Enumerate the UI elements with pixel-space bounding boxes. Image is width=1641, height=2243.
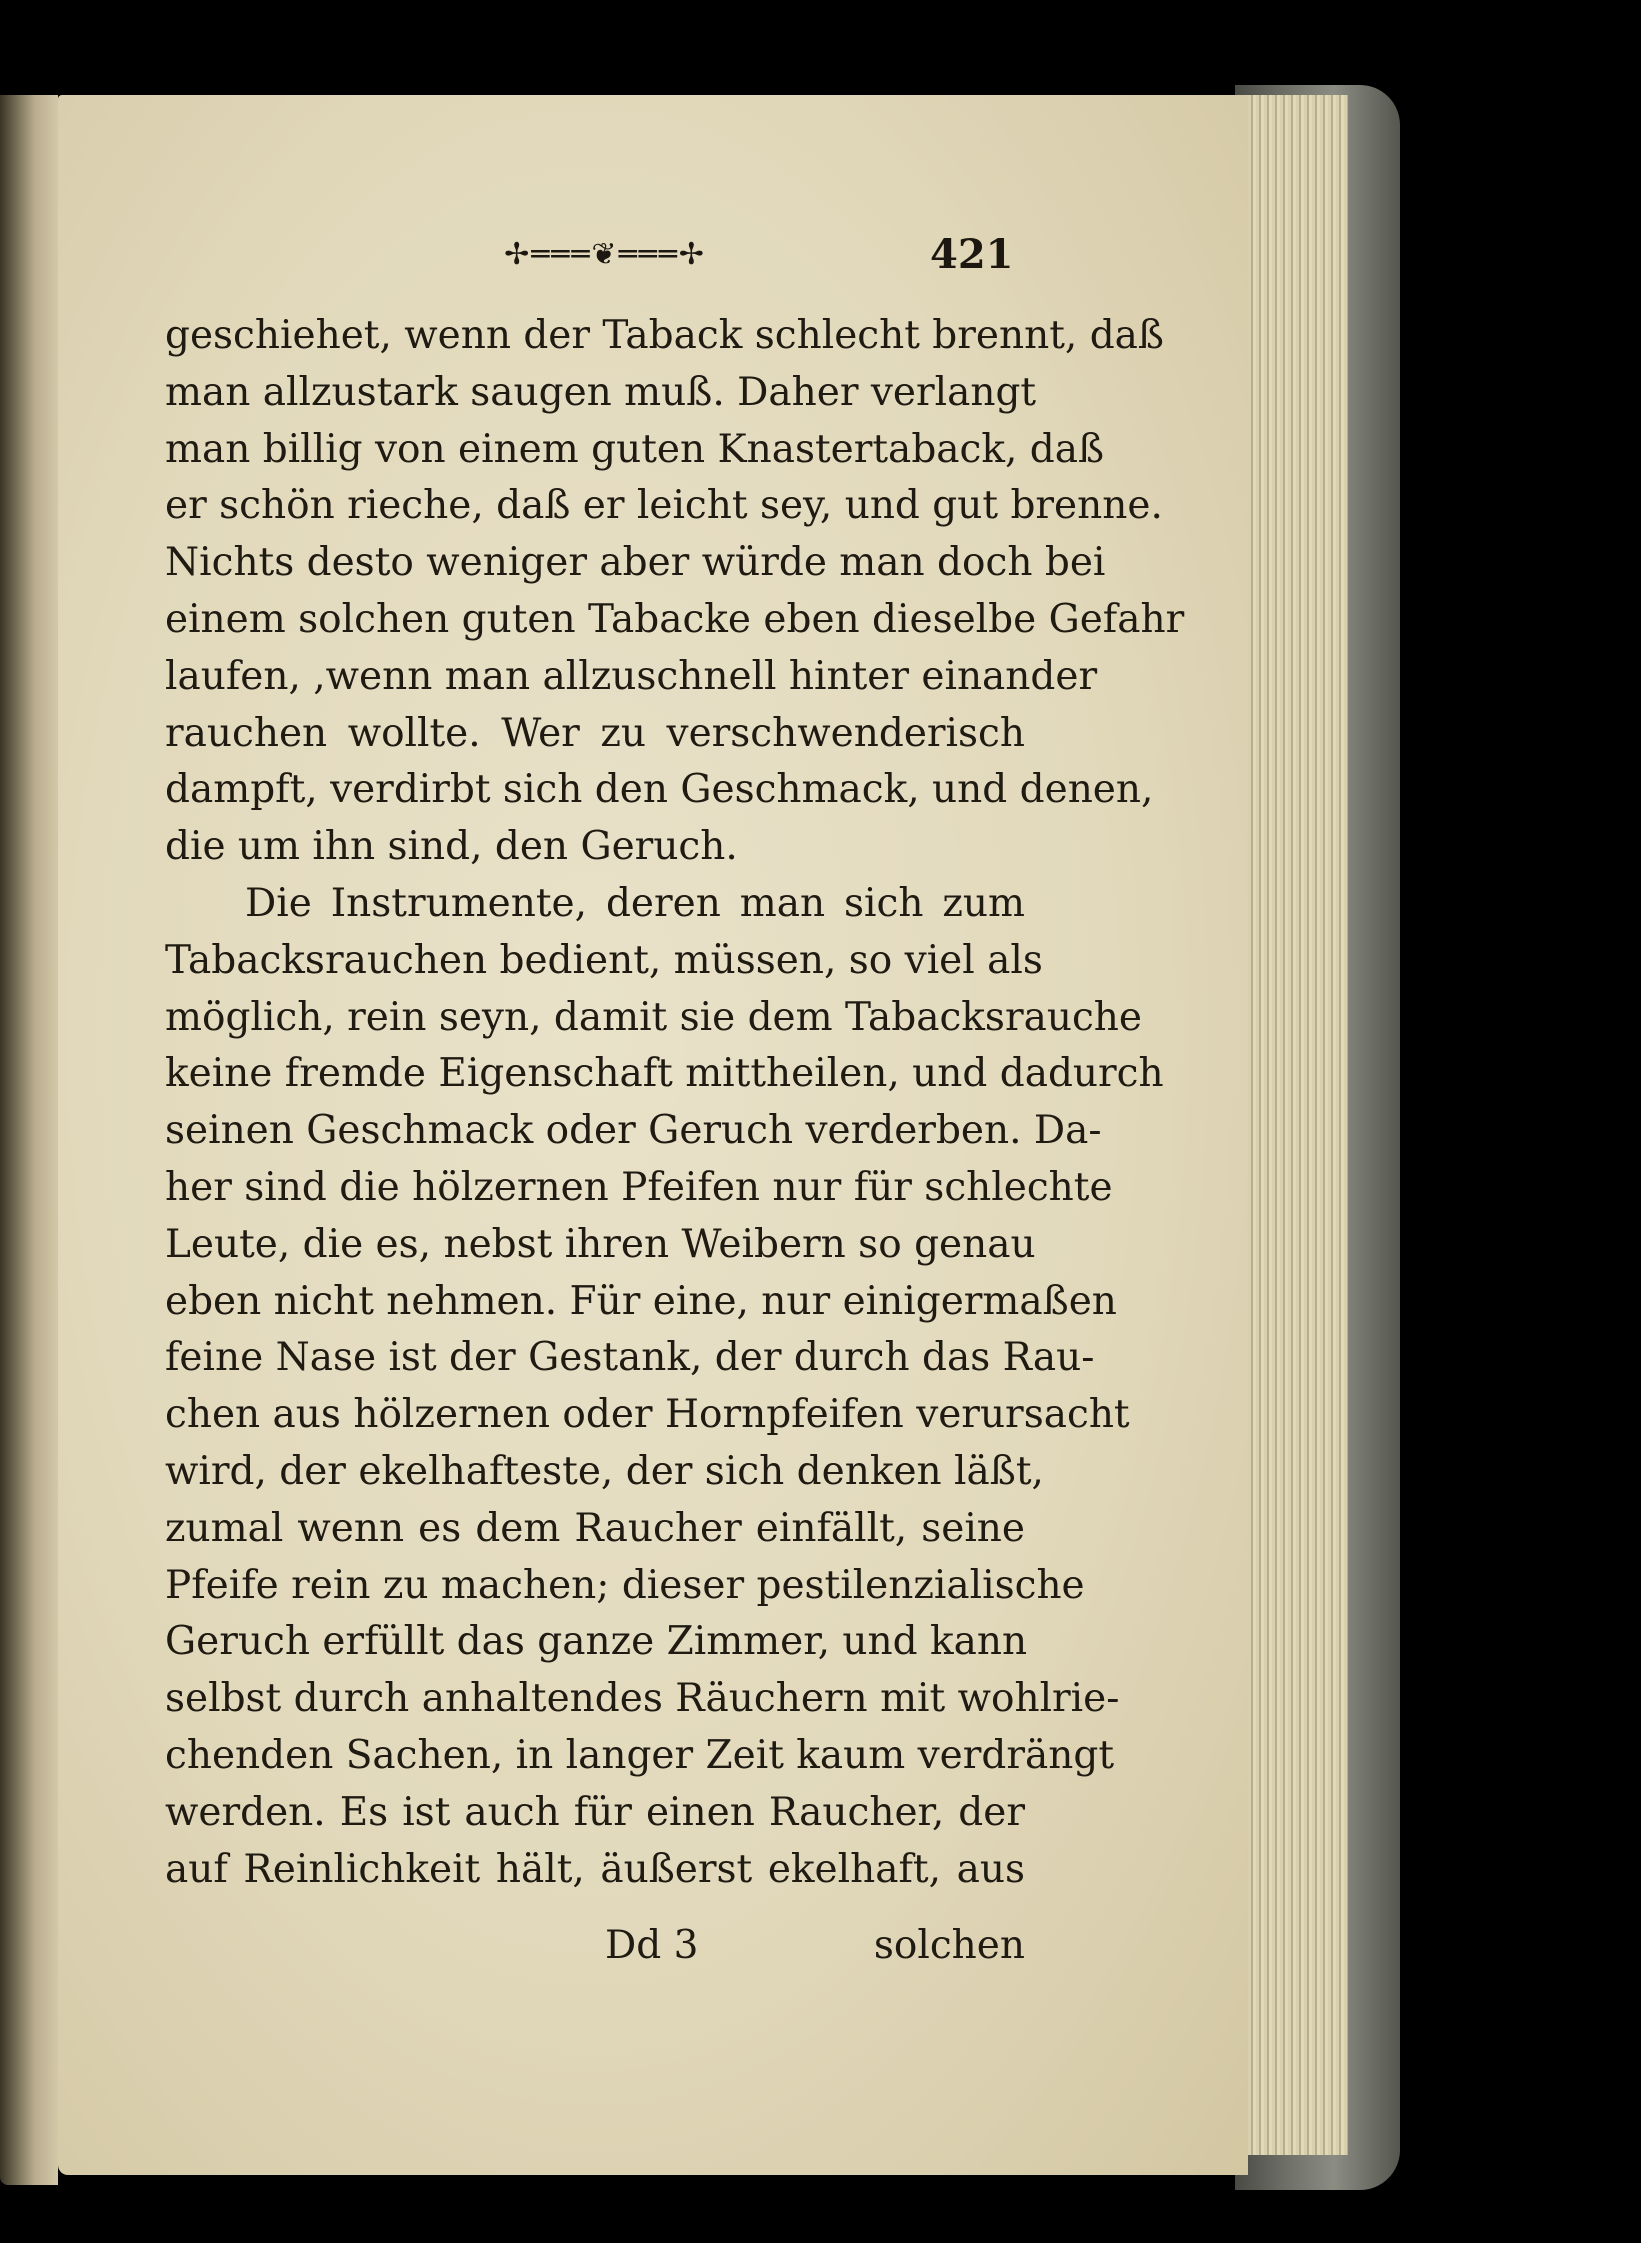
text-line: Tabacksrauchen bedient, müssen, so viel als	[165, 937, 1043, 983]
text-line: geschiehet, wenn der Taback schlecht brennt, daß	[165, 313, 1164, 358]
catchword: solchen	[873, 1923, 1025, 1968]
text-line: man allzustark saugen muß. Daher verlangt	[165, 369, 1037, 415]
text-line: selbst durch anhaltendes Räuchern mit wohlrie-	[165, 1676, 1120, 1722]
text-line: her sind die hölzernen Pfeifen nur für schlechte	[165, 1164, 1113, 1210]
page-edges	[1248, 95, 1348, 2155]
text-line: dampft, verdirbt sich den Geschmack, und denen,	[165, 767, 1154, 813]
text-line: Geruch erfüllt das ganze Zimmer, und kann	[165, 1619, 1028, 1665]
text-line: Leute, die es, nebst ihren Weibern so genau	[165, 1221, 1036, 1267]
header-ornament: ✢═══❦═══✢	[504, 237, 706, 272]
text-line: chen aus hölzernen oder Hornpfeifen verursacht	[165, 1392, 1130, 1438]
signature-mark: Dd 3	[605, 1923, 699, 1968]
text-line: zumal wenn es dem Raucher einfällt, seine	[165, 1505, 1025, 1551]
text-line: feine Nase ist der Gestank, der durch das Rau-	[165, 1335, 1095, 1381]
facing-page-edge	[0, 95, 58, 2185]
text-line: auf Reinlichkeit hält, äußerst ekelhaft, aus	[165, 1846, 1025, 1892]
body-text	[165, 308, 1185, 1898]
text-line: er schön rieche, daß er leicht sey, und gut brenne.	[165, 483, 1163, 529]
text-line: man billig von einem guten Knastertaback, daß	[165, 426, 1105, 472]
text-line: laufen, ,wenn man allzuschnell hinter einander	[165, 653, 1098, 699]
text-line: eben nicht nehmen. Für eine, nur einigermaßen	[165, 1278, 1117, 1324]
text-line: Nichts desto weniger aber würde man doch bei	[165, 540, 1106, 586]
page-footer	[165, 1918, 1025, 1974]
text-line: Die Instrumente, deren man sich zum	[245, 880, 1025, 926]
text-line: werden. Es ist auch für einen Raucher, der	[165, 1789, 1025, 1835]
text-line: seinen Geschmack oder Geruch verderben. Da-	[165, 1108, 1102, 1154]
text-line: keine fremde Eigenschaft mittheilen, und dadurch	[165, 1051, 1164, 1097]
text-line: möglich, rein seyn, damit sie dem Tabacksrauche	[165, 994, 1142, 1040]
text-line: wird, der ekelhafteste, der sich denken läßt,	[165, 1448, 1044, 1494]
text-line: chenden Sachen, in langer Zeit kaum verdrängt	[165, 1732, 1115, 1778]
text-line: die um ihn sind, den Geruch.	[165, 824, 738, 870]
text-line: einem solchen guten Tabacke eben dieselbe Gefahr	[165, 596, 1185, 642]
page-number: 421	[930, 231, 1014, 278]
text-line: rauchen wollte. Wer zu verschwenderisch	[165, 710, 1025, 756]
text-line: Pfeife rein zu machen; dieser pestilenzialische	[165, 1562, 1085, 1608]
